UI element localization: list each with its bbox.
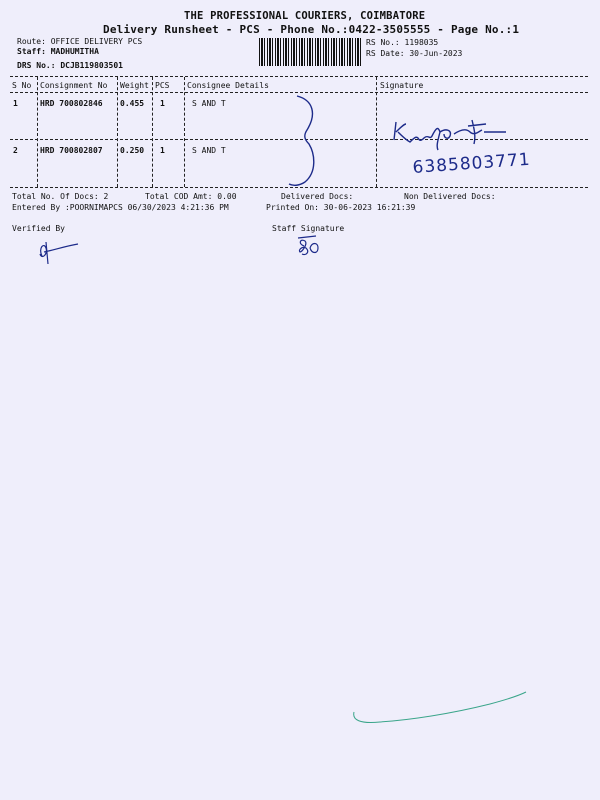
table-row-weight: 0.455 bbox=[120, 99, 145, 108]
table-row-pcs: 1 bbox=[160, 99, 165, 108]
col-divider bbox=[376, 77, 377, 187]
verified-by-label: Verified By bbox=[12, 224, 65, 233]
staff: Staff: MADHUMITHA bbox=[17, 47, 99, 56]
company-name: THE PROFESSIONAL COURIERS, COIMBATORE bbox=[184, 10, 426, 22]
table-row-sno: 2 bbox=[13, 146, 18, 155]
table-row-consignment: HRD 700802807 bbox=[40, 146, 103, 155]
col-header-consignee: Consignee Details bbox=[187, 81, 269, 90]
drs-number: DRS No.: DCJB119803501 bbox=[17, 61, 123, 70]
entered-by: Entered By :POORNIMAPCS 06/30/2023 4:21:36 PM bbox=[12, 203, 229, 212]
handwritten-phone: 6385803771 bbox=[412, 149, 532, 178]
table-row-weight: 0.250 bbox=[120, 146, 145, 155]
col-divider bbox=[37, 77, 38, 187]
col-divider bbox=[152, 77, 153, 187]
runsheet-title: Delivery Runsheet - PCS - Phone No.:0422-3505555 - Page No.:1 bbox=[103, 23, 520, 36]
non-delivered-docs: Non Delivered Docs: bbox=[404, 192, 496, 201]
pen-stroke-icon bbox=[350, 690, 530, 730]
col-header-signature: Signature bbox=[380, 81, 424, 90]
col-header-pcs: PCS bbox=[155, 81, 170, 90]
staff-signature-icon bbox=[296, 234, 326, 258]
table-row-pcs: 1 bbox=[160, 146, 165, 155]
route: Route: OFFICE DELIVERY PCS bbox=[17, 37, 143, 46]
verifier-signature-icon bbox=[34, 238, 84, 268]
barcode bbox=[259, 38, 361, 66]
printed-on: Printed On: 30-06-2023 16:21:39 bbox=[266, 203, 416, 212]
table-row-consignee: S AND T bbox=[192, 146, 226, 155]
total-docs: Total No. Of Docs: 2 bbox=[12, 192, 109, 201]
table-row-consignee: S AND T bbox=[192, 99, 226, 108]
col-header-consignment: Consignment No bbox=[40, 81, 108, 90]
rs-number: RS No.: 1198035 bbox=[366, 38, 439, 47]
staff-signature-label: Staff Signature bbox=[272, 224, 345, 233]
col-header-sno: S No bbox=[12, 81, 32, 90]
col-divider bbox=[184, 77, 185, 187]
rs-date: RS Date: 30-Jun-2023 bbox=[366, 49, 463, 58]
table-top-rule bbox=[10, 76, 588, 77]
table-row-sno: 1 bbox=[13, 99, 18, 108]
total-cod: Total COD Amt: 0.00 bbox=[145, 192, 237, 201]
table-row-consignment: HRD 700802846 bbox=[40, 99, 103, 108]
col-divider bbox=[117, 77, 118, 187]
col-header-weight: Weight bbox=[120, 81, 149, 90]
delivered-docs: Delivered Docs: bbox=[281, 192, 354, 201]
handwritten-bracket-icon bbox=[285, 92, 325, 192]
